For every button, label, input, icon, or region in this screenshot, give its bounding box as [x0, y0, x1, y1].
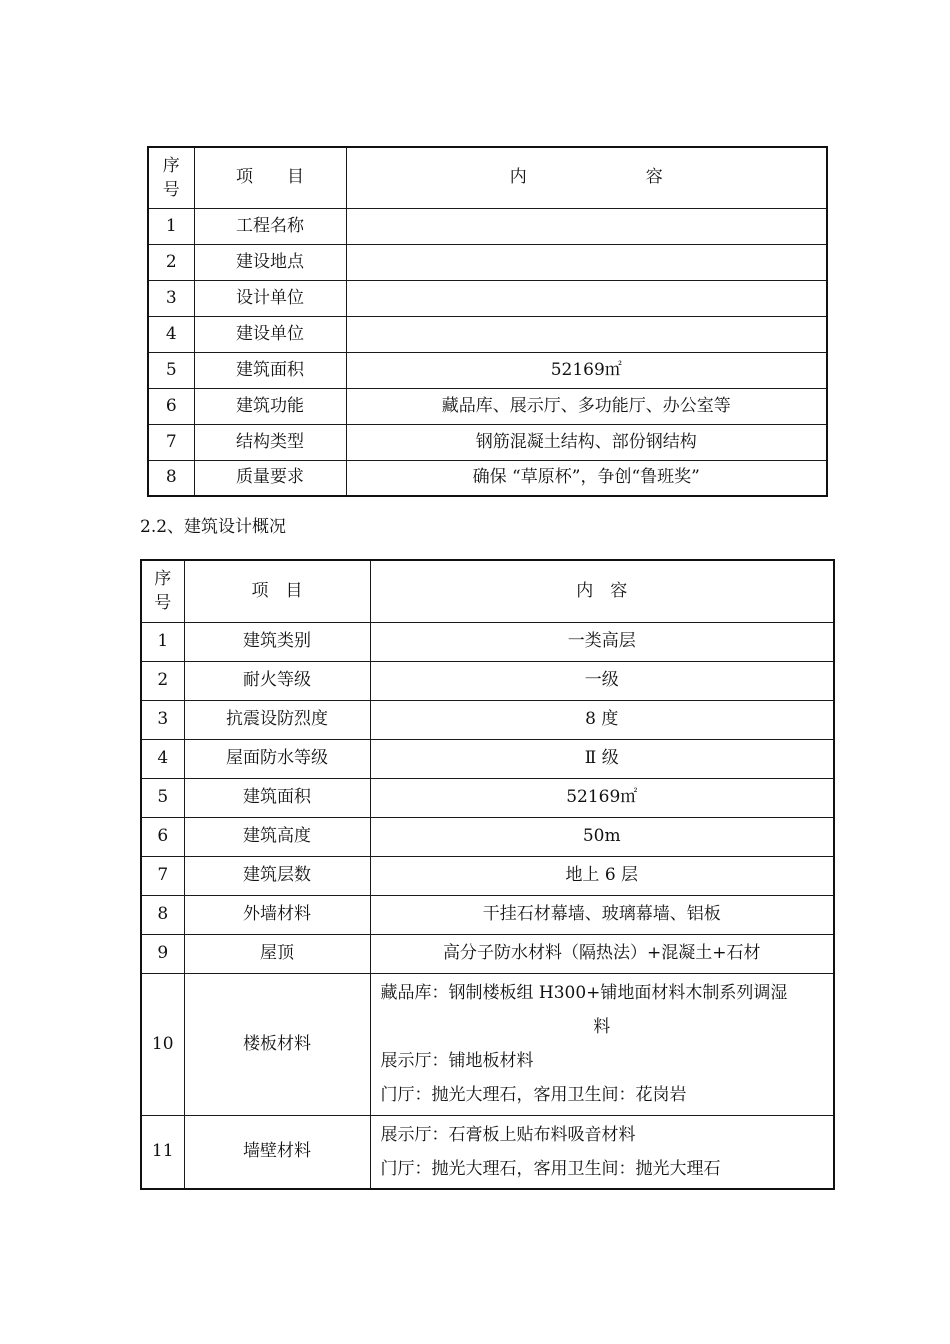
row-item: 设计单位: [194, 280, 346, 316]
table-row: [141, 700, 834, 739]
row-content: 一级: [370, 661, 834, 700]
section-title: 2.2、建筑设计概况: [140, 517, 287, 537]
row-number: 8: [141, 895, 184, 934]
row-number: 3: [148, 280, 194, 316]
table-row: [141, 622, 834, 661]
table-row: [148, 352, 827, 388]
row-number: 5: [141, 778, 184, 817]
table-row: [141, 973, 834, 1115]
table-row: [148, 208, 827, 244]
table-row: [141, 1115, 834, 1189]
row-content: 52169㎡: [370, 778, 834, 817]
row-number: 11: [141, 1115, 184, 1189]
table-row: [148, 316, 827, 352]
row-number: 10: [141, 973, 184, 1115]
seq-header: 序 号: [148, 147, 194, 208]
row-content: [370, 1115, 834, 1189]
content-line: 门厅：抛光大理石，客用卫生间：抛光大理石: [380, 1158, 721, 1179]
building-design-table: [140, 559, 835, 1190]
item-header: 项 目: [184, 560, 370, 622]
table-row: [141, 817, 834, 856]
row-content: 一类高层: [370, 622, 834, 661]
content-line: 料: [593, 1017, 611, 1037]
row-number: 6: [141, 817, 184, 856]
row-item: 建设单位: [194, 316, 346, 352]
row-content: 藏品库、展示厅、多功能厅、办公室等: [346, 388, 827, 424]
row-item: 建筑类别: [184, 622, 370, 661]
table-row: [141, 778, 834, 817]
row-item: 工程名称: [194, 208, 346, 244]
row-content: 钢筋混凝土结构、部份钢结构: [346, 424, 827, 460]
row-number: 4: [141, 739, 184, 778]
row-content: [346, 244, 827, 280]
table-row: [141, 739, 834, 778]
row-item: 建设地点: [194, 244, 346, 280]
content-line: 展示厅：石膏板上贴布料吸音材料: [380, 1124, 636, 1145]
row-content: 50m: [370, 817, 834, 856]
row-number: 2: [148, 244, 194, 280]
row-content: Ⅱ 级: [370, 739, 834, 778]
item-header: 项 目: [194, 147, 346, 208]
table-row: [141, 934, 834, 973]
table-header-row: [148, 147, 827, 208]
row-item: 外墙材料: [184, 895, 370, 934]
row-item: 建筑面积: [184, 778, 370, 817]
row-content: 确保 “草原杯”，争创“鲁班奖”: [346, 460, 827, 496]
row-item: 抗震设防烈度: [184, 700, 370, 739]
table-row: [141, 895, 834, 934]
row-number: 6: [148, 388, 194, 424]
row-content: [346, 208, 827, 244]
table-row: [148, 244, 827, 280]
row-content: [346, 280, 827, 316]
row-item: 耐火等级: [184, 661, 370, 700]
row-number: 5: [148, 352, 194, 388]
table-row: [148, 460, 827, 496]
content-line: 藏品库：钢制楼板组 H300+铺地面材料木制系列调湿: [380, 983, 788, 1003]
row-item: 结构类型: [194, 424, 346, 460]
row-number: 1: [141, 622, 184, 661]
row-content: 52169㎡: [346, 352, 827, 388]
row-item: 楼板材料: [184, 973, 370, 1115]
row-number: 3: [141, 700, 184, 739]
project-overview-table: [147, 146, 828, 497]
table-row: [148, 280, 827, 316]
row-number: 8: [148, 460, 194, 496]
row-content: 地上 6 层: [370, 856, 834, 895]
table-row: [141, 856, 834, 895]
row-content: [346, 316, 827, 352]
row-item: 建筑功能: [194, 388, 346, 424]
row-content: 高分子防水材料（隔热法）+混凝土+石材: [370, 934, 834, 973]
row-item: 建筑面积: [194, 352, 346, 388]
row-number: 7: [141, 856, 184, 895]
row-number: 2: [141, 661, 184, 700]
content-header: 内 容: [370, 560, 834, 622]
row-item: 屋顶: [184, 934, 370, 973]
row-number: 7: [148, 424, 194, 460]
row-item: 建筑高度: [184, 817, 370, 856]
content-line: 展示厅：铺地板材料: [380, 1051, 534, 1071]
row-number: 1: [148, 208, 194, 244]
row-item: 墙壁材料: [184, 1115, 370, 1189]
table-row: [148, 424, 827, 460]
table-row: [148, 388, 827, 424]
row-content: 8 度: [370, 700, 834, 739]
table-header-row: [141, 560, 834, 622]
row-item: 质量要求: [194, 460, 346, 496]
row-item: 屋面防水等级: [184, 739, 370, 778]
table-row: [141, 661, 834, 700]
content-line: 门厅：抛光大理石，客用卫生间：花岗岩: [380, 1085, 687, 1105]
row-number: 9: [141, 934, 184, 973]
row-content: [370, 973, 834, 1115]
row-item: 建筑层数: [184, 856, 370, 895]
row-number: 4: [148, 316, 194, 352]
content-header: 内 容: [346, 147, 827, 208]
seq-header: 序 号: [141, 560, 184, 622]
row-content: 干挂石材幕墙、玻璃幕墙、铝板: [370, 895, 834, 934]
